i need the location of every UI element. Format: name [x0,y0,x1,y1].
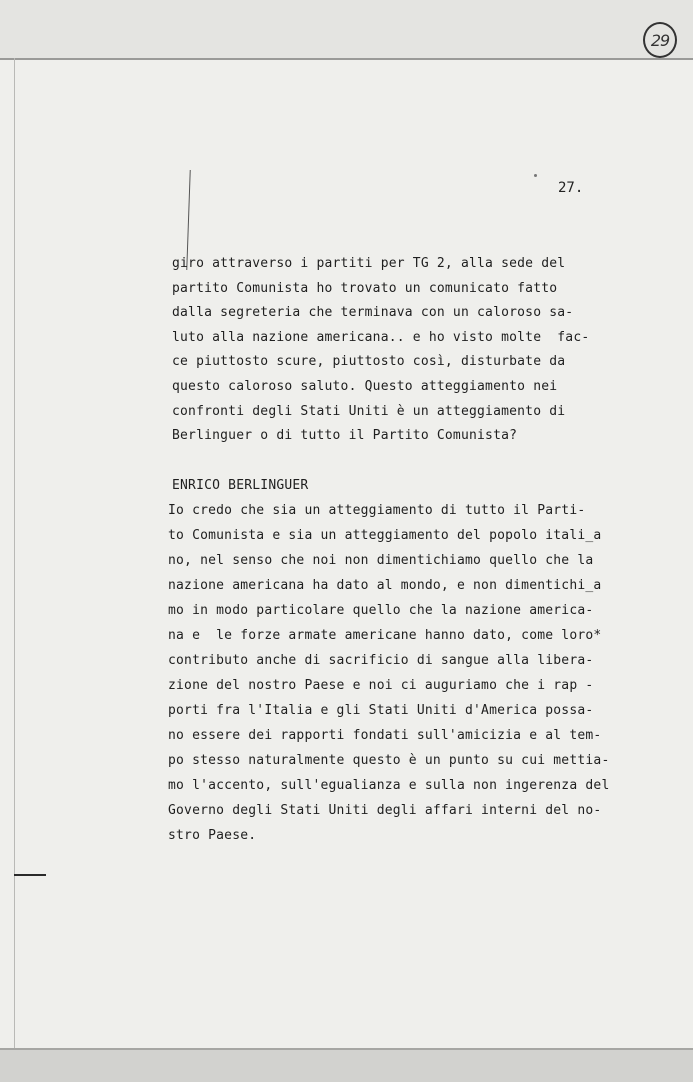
text-line: mo in modo particolare quello che la nazione america- [168,603,594,618]
stamp-number: 29 [650,30,670,50]
text-line: contributo anche di sacrificio di sangue alla libera- [168,653,594,668]
pen-stroke [186,170,190,270]
margin-mark [14,874,46,876]
text-line: giro attraverso i partiti per TG 2, alla sede del [172,256,566,271]
text-line: zione del nostro Paese e noi ci auguriamo che i rap - [168,678,594,693]
text-line: partito Comunista ho trovato un comunicato fatto [172,281,558,296]
text-line: porti fra l'Italia e gli Stati Uniti d'America possa- [168,703,594,718]
page-number: 27. [558,180,584,196]
text-line: po stesso naturalmente questo è un punto su cui mettia- [168,753,610,768]
text-line: no, nel senso che noi non dimentichiamo quello che la [168,553,594,568]
text-line: to Comunista e sia un atteggiamento del popolo itali_a [168,528,602,543]
left-margin-rule [14,58,15,1048]
scan-bottom-edge [0,1048,693,1082]
text-line: confronti degli Stati Uniti è un atteggiamento di [172,404,566,419]
text-line: Berlinguer o di tutto il Partito Comunista? [172,428,518,443]
text-line: stro Paese. [168,828,257,843]
text-line: questo caloroso saluto. Questo atteggiamento nei [172,379,558,394]
archive-stamp [643,22,677,58]
speck [534,174,537,177]
text-line: no essere dei rapporti fondati sull'amicizia e al tem- [168,728,602,743]
text-line: mo l'accento, sull'egualianza e sulla non ingerenza del [168,778,610,793]
text-line: na e le forze armate americane hanno dato, come loro* [168,628,602,643]
text-line: ce piuttosto scure, piuttosto così, disturbate da [172,354,566,369]
scan-top-edge [0,0,693,60]
text-line: Governo degli Stati Uniti degli affari interni del no- [168,803,602,818]
text-line: nazione americana ha dato al mondo, e non dimentichi_a [168,578,602,593]
text-line: dalla segreteria che terminava con un caloroso sa- [172,305,574,320]
text-line: Io credo che sia un atteggiamento di tutto il Parti- [168,503,586,518]
speaker-name: ENRICO BERLINGUER [172,478,309,493]
text-line: luto alla nazione americana.. e ho visto molte fac- [172,330,590,345]
